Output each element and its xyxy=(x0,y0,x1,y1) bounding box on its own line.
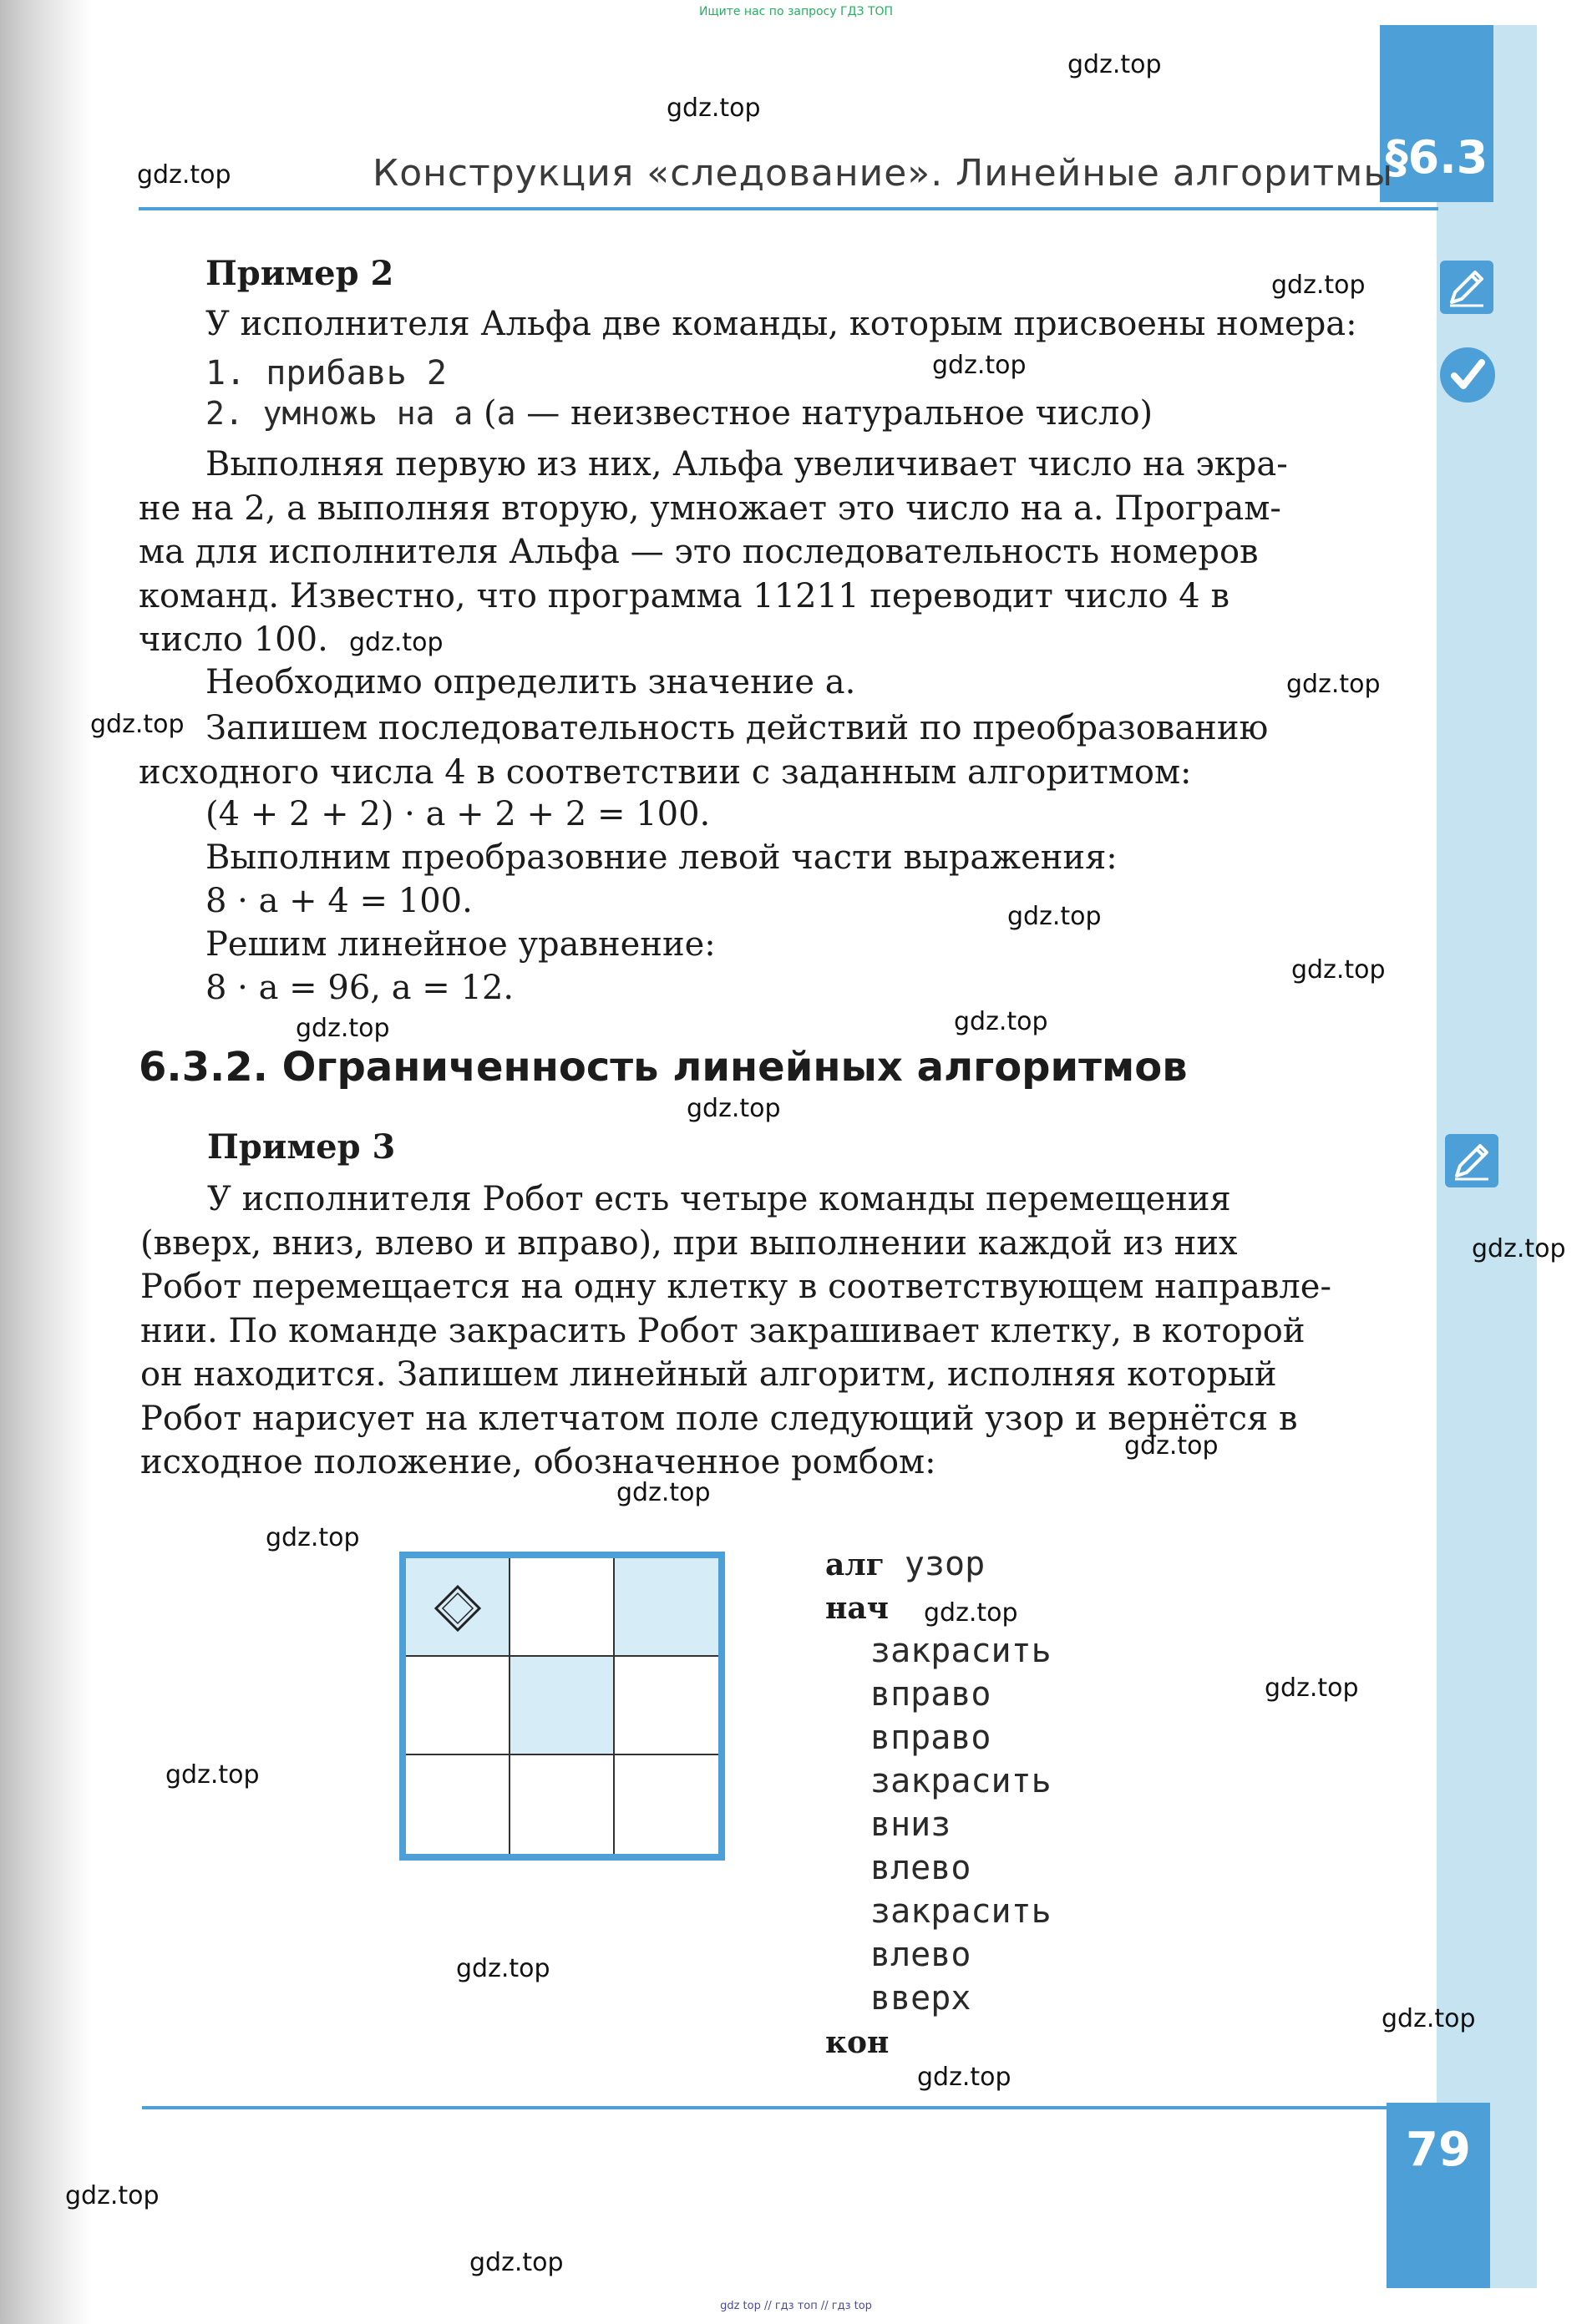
example-2-paragraph-4: Выполним преобразовние левой части выражения: xyxy=(205,838,1118,877)
watermark: gdz.top xyxy=(1291,955,1386,985)
example-2-intro xyxy=(139,302,1383,347)
equation-1: (4 + 2 + 2) · a + 2 + 2 = 100. xyxy=(205,795,711,833)
watermark: gdz.top xyxy=(616,1478,711,1507)
text-line: команд. Известно, что программа 11211 переводит число 4 в xyxy=(139,576,1229,615)
end-keyword: кон xyxy=(825,2025,890,2060)
watermark: gdz.top xyxy=(349,628,444,657)
watermark: gdz.top xyxy=(954,1007,1048,1036)
pencil-icon xyxy=(1438,259,1495,319)
page-header-title: Конструкция «следование». Линейные алгоритмы xyxy=(373,152,1394,195)
text-line: число 100. xyxy=(139,620,328,659)
text-line: нии. По команде закрасить Робот закрашивает клетку, в которой xyxy=(140,1311,1306,1350)
example-2-paragraph-5: Решим линейное уравнение: xyxy=(205,925,716,964)
watermark: gdz.top xyxy=(924,1598,1018,1628)
alg-name: узор xyxy=(904,1545,986,1583)
command-line: влево xyxy=(870,1849,971,1887)
command-1: 1. прибавь 2 xyxy=(205,354,447,392)
grid-cell xyxy=(615,1755,718,1854)
header-rule xyxy=(139,207,1438,210)
watermark: gdz.top xyxy=(1124,1431,1219,1461)
text-line: Робот перемещается на одну клетку в соответствующем направле- xyxy=(140,1268,1331,1306)
footer-rule xyxy=(142,2106,1388,2109)
watermark: gdz.top xyxy=(667,94,761,123)
begin-line xyxy=(825,1588,889,1627)
text-line: У исполнителя Робот есть четыре команды перемещения xyxy=(207,1180,1231,1218)
text-line: не на 2, а выполняя вторую, умножает это число на a. Програм- xyxy=(139,489,1281,528)
section-badge xyxy=(1380,25,1493,202)
watermark: gdz.top xyxy=(1286,670,1381,699)
watermark: gdz.top xyxy=(65,2181,160,2210)
example-2-paragraph-3 xyxy=(139,706,1383,794)
ad-banner-top[interactable]: Ищите нас по запросу ГДЗ ТОП xyxy=(698,5,894,18)
command-2-code: 2. умножь на a xyxy=(205,395,474,432)
ad-banner-bottom[interactable]: gdz top // гдз топ // гдз top xyxy=(720,2300,872,2312)
begin-keyword: нач xyxy=(825,1591,890,1626)
command-line: вниз xyxy=(870,1805,951,1844)
watermark: gdz.top xyxy=(1382,2004,1476,2033)
watermark: gdz.top xyxy=(137,160,231,190)
command-2 xyxy=(205,394,1153,433)
page-number: 79 xyxy=(1406,2123,1471,2177)
grid-cell xyxy=(510,1755,615,1854)
page-number-badge xyxy=(1387,2103,1490,2288)
example-2-paragraph-2: Необходимо определить значение a. xyxy=(205,663,856,701)
watermark: gdz.top xyxy=(266,1523,360,1552)
example-3-title: Пример 3 xyxy=(207,1127,396,1167)
book-spine-shadow xyxy=(0,0,92,2324)
watermark: gdz.top xyxy=(1007,902,1102,931)
command-line: закрасить xyxy=(870,1632,1052,1670)
text-line: он находится. Запишем линейный алгоритм, исполняя который xyxy=(140,1355,1277,1394)
grid-cell xyxy=(406,1657,510,1755)
text-line: У исполнителя Альфа две команды, которым присвоены номера: xyxy=(205,305,1357,343)
text-line: Запишем последовательность действий по преобразованию xyxy=(205,709,1269,747)
text-line: исходного числа 4 в соответствии с заданным алгоритмом: xyxy=(139,752,1192,792)
grid-cell-filled xyxy=(406,1558,510,1657)
text-line: Выполняя первую из них, Альфа увеличивает число на экра- xyxy=(205,445,1288,484)
watermark: gdz.top xyxy=(469,2248,564,2277)
command-line: закрасить xyxy=(870,1762,1052,1800)
pattern-grid xyxy=(399,1552,725,1861)
grid-cell xyxy=(615,1657,718,1755)
command-2-paren: ( xyxy=(473,394,497,433)
start-diamond-icon xyxy=(433,1583,483,1633)
check-icon xyxy=(1438,346,1497,408)
example-2-paragraph-1 xyxy=(139,443,1383,662)
command-line: закрасить xyxy=(870,1892,1052,1931)
alg-keyword: алг xyxy=(825,1547,885,1582)
watermark: gdz.top xyxy=(1271,271,1366,300)
section-badge-label: §6.3 xyxy=(1385,131,1488,184)
watermark: gdz.top xyxy=(917,2063,1011,2092)
watermark: gdz.top xyxy=(1067,50,1162,79)
watermark: gdz.top xyxy=(90,710,185,739)
alg-header xyxy=(825,1545,985,1583)
watermark: gdz.top xyxy=(165,1760,260,1790)
text-line: (вверх, вниз, влево и вправо), при выполнении каждой из них xyxy=(140,1223,1238,1263)
pencil-icon xyxy=(1443,1132,1500,1192)
grid-cell xyxy=(510,1558,615,1657)
command-line: вверх xyxy=(870,1979,971,2018)
command-2-var: a xyxy=(496,395,516,432)
watermark: gdz.top xyxy=(456,1954,550,1983)
text-line: исходное положение, обозначенное ромбом: xyxy=(140,1443,936,1481)
text-line: Робот нарисует на клетчатом поле следующий узор и вернётся в xyxy=(140,1399,1298,1438)
watermark: gdz.top xyxy=(1472,1234,1566,1263)
watermark: gdz.top xyxy=(932,351,1027,380)
grid-cell xyxy=(406,1755,510,1854)
grid-cell-filled xyxy=(510,1657,615,1755)
end-line xyxy=(825,2023,889,2061)
example-2-title: Пример 2 xyxy=(205,254,394,293)
section-title: 6.3.2. Ограниченность линейных алгоритмов xyxy=(139,1044,1188,1091)
watermark: gdz.top xyxy=(687,1094,781,1123)
command-line: вправо xyxy=(870,1675,991,1714)
command-line: влево xyxy=(870,1936,971,1974)
command-line: вправо xyxy=(870,1719,991,1757)
grid-cell-filled xyxy=(615,1558,718,1657)
text-line: ма для исполнителя Альфа — это последовательность номеров xyxy=(139,533,1259,571)
equation-3: 8 · a = 96, a = 12. xyxy=(205,969,515,1007)
watermark: gdz.top xyxy=(296,1014,390,1043)
command-2-note: — неизвестное натуральное число) xyxy=(515,394,1153,433)
watermark: gdz.top xyxy=(1265,1673,1359,1703)
equation-2: 8 · a + 4 = 100. xyxy=(205,882,473,920)
